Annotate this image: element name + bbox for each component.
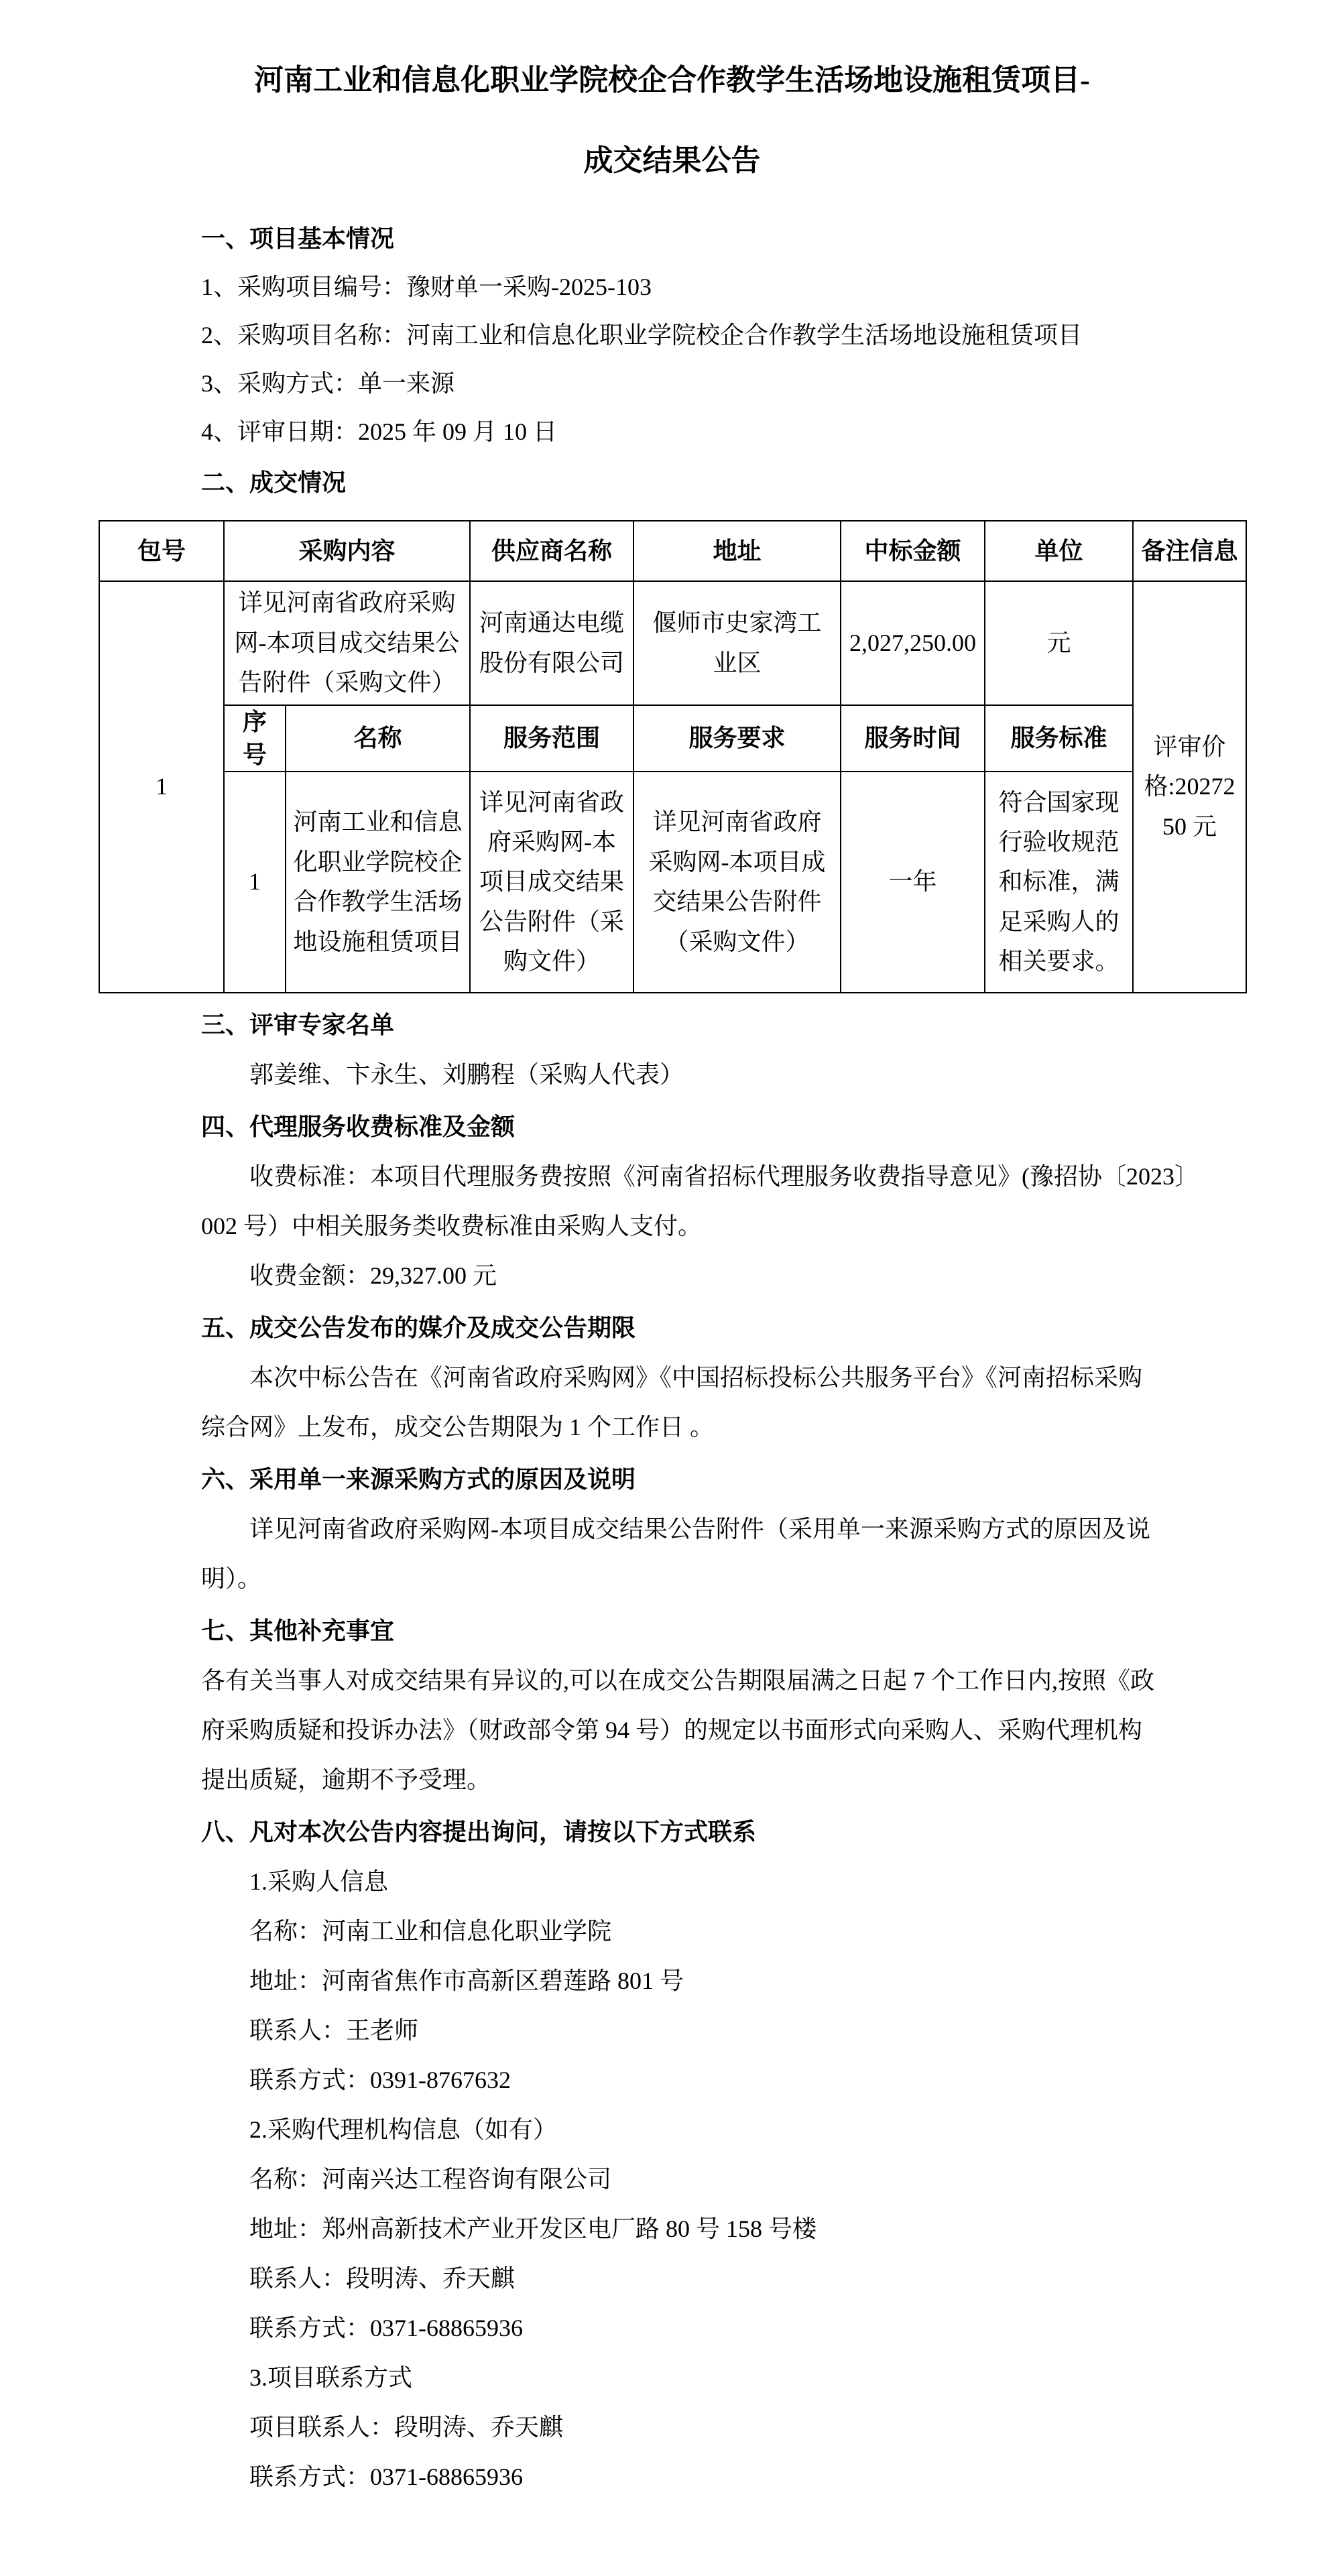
objection-line-1: 各有关当事人对成交结果有异议的,可以在成交公告期限届满之日起 7 个工作日内,按照《政 bbox=[201, 1667, 1155, 1695]
service-time-cell: 一年 bbox=[841, 772, 985, 993]
single-source-reason-line-2: 明）。 bbox=[201, 1565, 262, 1593]
details-sections bbox=[99, 1000, 1246, 2502]
single-source-reason-line-1: 详见河南省政府采购网-本项目成交结果公告附件（采用单一来源采购方式的原因及说 bbox=[249, 1516, 1150, 1543]
subheader-scope: 服务范围 bbox=[470, 705, 633, 772]
purchaser-address-line: 地址：河南省焦作市高新区碧莲路 801 号 bbox=[249, 1967, 684, 1995]
project-contact-line: 项目联系人：段明涛、乔天麒 bbox=[249, 2414, 564, 2441]
section-1-heading: 一、项目基本情况 bbox=[201, 225, 395, 252]
th-procurement-content: 采购内容 bbox=[224, 521, 470, 581]
address-cell: 偃师市史家湾工业区 bbox=[633, 581, 841, 705]
table-header-row bbox=[99, 521, 1246, 581]
subheader-seq: 序号 bbox=[224, 705, 286, 772]
service-subheader-row bbox=[99, 705, 1246, 772]
agency-phone-line: 联系方式：0371-68865936 bbox=[249, 2315, 523, 2342]
project-phone-line: 联系方式：0371-68865936 bbox=[249, 2463, 523, 2491]
th-award-amount: 中标金额 bbox=[841, 521, 985, 581]
fee-standard-line-1: 收费标准：本项目代理服务费按照《河南省招标代理服务收费指导意见》(豫招协〔2023〕 bbox=[249, 1163, 1199, 1190]
supplier-cell: 河南通达电缆股份有限公司 bbox=[470, 581, 633, 705]
purchaser-contact-line: 联系人：王老师 bbox=[249, 2017, 419, 2044]
seq-cell: 1 bbox=[224, 772, 286, 993]
announcement-media-line-2: 综合网》上发布，成交公告期限为 1 个工作日 。 bbox=[201, 1414, 715, 1441]
purchaser-phone-line: 联系方式：0391-8767632 bbox=[249, 2067, 511, 2094]
scope-cell: 详见河南省政府采购网-本项目成交结果公告附件（采购文件） bbox=[470, 772, 633, 993]
objection-line-2: 府采购质疑和投诉办法》（财政部令第 94 号）的规定以书面形式向采购人、采购代理机构 bbox=[201, 1717, 1143, 1744]
section-4-heading: 四、代理服务收费标准及金额 bbox=[201, 1113, 516, 1141]
subheader-standard: 服务标准 bbox=[985, 705, 1133, 772]
project-name-line: 2、采购项目名称：河南工业和信息化职业学院校企合作教学生活场地设施租赁项目 bbox=[201, 322, 1083, 349]
review-date-line: 4、评审日期：2025 年 09 月 10 日 bbox=[201, 418, 558, 445]
th-remark: 备注信息 bbox=[1133, 521, 1246, 581]
award-results-table bbox=[99, 520, 1247, 993]
subheader-requirement: 服务要求 bbox=[633, 705, 841, 772]
content-cell: 详见河南省政府采购网-本项目成交结果公告附件（采购文件） bbox=[224, 581, 470, 705]
requirement-cell: 详见河南省政府采购网-本项目成交结果公告附件（采购文件） bbox=[633, 772, 841, 993]
service-data-row bbox=[99, 772, 1246, 993]
section-6-heading: 六、采用单一来源采购方式的原因及说明 bbox=[201, 1466, 636, 1493]
project-contact-heading: 3.项目联系方式 bbox=[249, 2364, 413, 2392]
standard-cell: 符合国家现行验收规范和标准，满足采购人的相关要求。 bbox=[985, 772, 1133, 993]
subheader-time: 服务时间 bbox=[841, 705, 985, 772]
project-number-line: 1、采购项目编号：豫财单一采购-2025-103 bbox=[201, 273, 652, 300]
name-cell: 河南工业和信息化职业学院校企合作教学生活场地设施租赁项目 bbox=[286, 772, 470, 993]
document-title bbox=[99, 40, 1246, 201]
section-5-heading: 五、成交公告发布的媒介及成交公告期限 bbox=[201, 1314, 636, 1342]
th-unit: 单位 bbox=[985, 521, 1133, 581]
fee-standard-line-2: 002 号）中相关服务类收费标准由采购人支付。 bbox=[201, 1213, 703, 1240]
agency-info-heading: 2.采购代理机构信息（如有） bbox=[249, 2116, 558, 2144]
agency-address-line: 地址：郑州高新技术产业开发区电厂路 80 号 158 号楼 bbox=[249, 2215, 817, 2243]
expert-list-line: 郭姜维、卞永生、刘鹏程（采购人代表） bbox=[249, 1061, 684, 1089]
th-supplier: 供应商名称 bbox=[470, 521, 633, 581]
remark-cell: 评审价格:2027250 元 bbox=[1133, 581, 1246, 993]
section-8-heading: 八、凡对本次公告内容提出询问，请按以下方式联系 bbox=[201, 1819, 757, 1846]
agency-contact-line: 联系人：段明涛、乔天麒 bbox=[249, 2265, 516, 2292]
purchaser-info-heading: 1.采购人信息 bbox=[249, 1868, 389, 1896]
purchaser-name-line: 名称：河南工业和信息化职业学院 bbox=[249, 1918, 612, 1945]
section-2-heading: 二、成交情况 bbox=[201, 469, 347, 496]
fee-amount-line: 收费金额：29,327.00 元 bbox=[249, 1262, 497, 1290]
package-no-cell: 1 bbox=[99, 581, 224, 993]
subheader-name: 名称 bbox=[286, 705, 470, 772]
supplier-data-row bbox=[99, 581, 1246, 705]
title-line-2: 成交结果公告 bbox=[583, 144, 761, 177]
objection-line-3: 提出质疑，逾期不予受理。 bbox=[201, 1766, 491, 1794]
section-7-heading: 七、其他补充事宜 bbox=[201, 1617, 395, 1645]
procurement-method-line: 3、采购方式：单一来源 bbox=[201, 370, 455, 397]
th-package-no: 包号 bbox=[99, 521, 224, 581]
title-line-1: 河南工业和信息化职业学院校企合作教学生活场地设施租赁项目- bbox=[254, 64, 1090, 97]
section-3-heading: 三、评审专家名单 bbox=[201, 1011, 395, 1039]
th-address: 地址 bbox=[633, 521, 841, 581]
announcement-media-line-1: 本次中标公告在《河南省政府采购网》《中国招标投标公共服务平台》《河南招标采购 bbox=[249, 1364, 1143, 1392]
amount-cell: 2,027,250.00 bbox=[841, 581, 985, 705]
basic-info-section bbox=[99, 214, 1246, 507]
agency-name-line: 名称：河南兴达工程咨询有限公司 bbox=[249, 2166, 612, 2193]
unit-cell: 元 bbox=[985, 581, 1133, 705]
